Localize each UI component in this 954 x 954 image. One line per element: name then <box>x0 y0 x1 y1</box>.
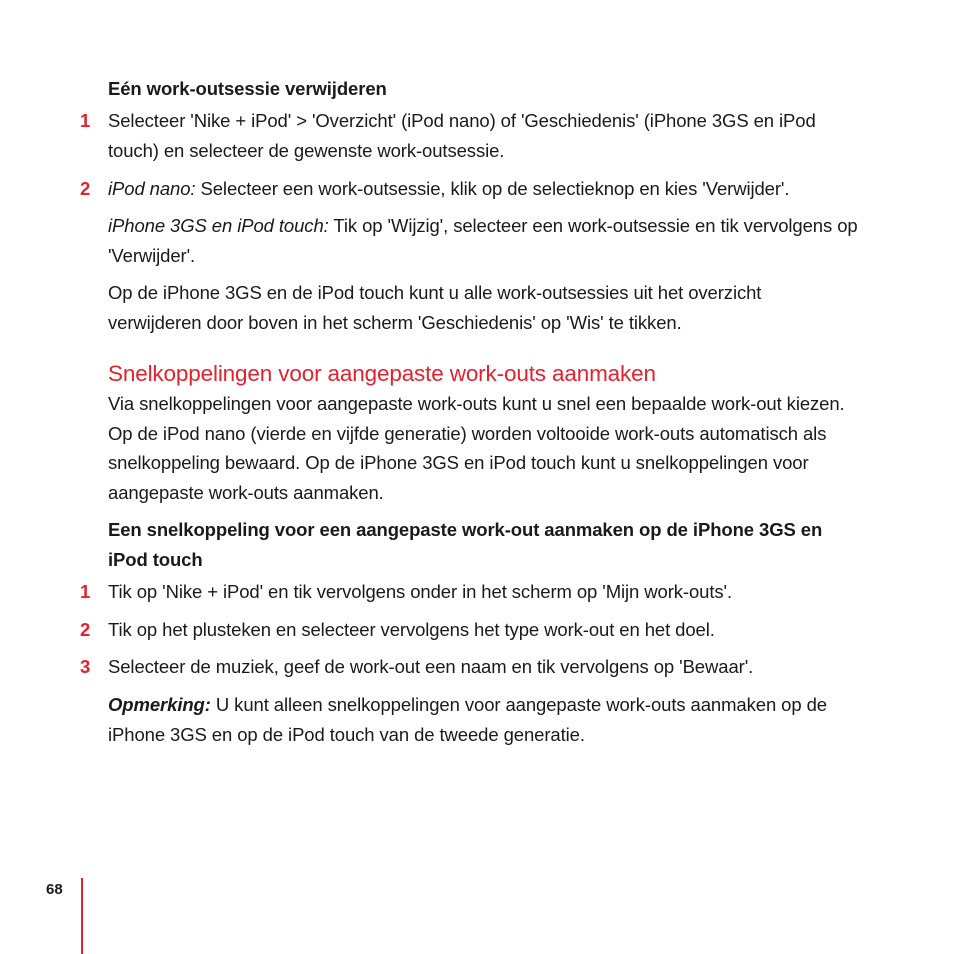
note-body: U kunt alleen snelkoppelingen voor aangepaste work-outs aanmaken op de iPhone 3GS en op de iPod touch van de tweede generatie. <box>108 694 827 745</box>
step-lead: iPod nano: <box>108 178 196 199</box>
section-title-delete-session: Eén work-outsessie verwijderen <box>108 78 387 99</box>
note <box>108 690 860 749</box>
page-number: 68 <box>46 881 63 898</box>
touch-instruction-lead: iPhone 3GS en iPod touch: <box>108 215 329 236</box>
step-text: Tik op 'Nike + iPod' en tik vervolgens onder in het scherm op 'Mijn work-outs'. <box>108 581 733 602</box>
section-heading: Snelkoppelingen voor aangepaste work-outs aanmaken <box>108 361 656 386</box>
touch-instruction-body: Tik op 'Wijzig', selecteer een work-outsessie en tik vervolgens op 'Verwijder'. <box>108 215 858 266</box>
step-text: Tik op het plusteken en selecteer vervolgens het type work-out en het doel. <box>108 619 715 640</box>
note-lead: Opmerking: <box>108 694 211 715</box>
page-margin-rule <box>81 878 83 954</box>
touch-instruction <box>108 211 872 270</box>
step-number: 1 <box>80 110 91 131</box>
step-text <box>108 174 878 204</box>
subsection-title: Een snelkoppeling voor een aangepaste work-out aanmaken op de iPhone 3GS en iPod touch <box>108 519 823 570</box>
step-body: Selecteer een work-outsessie, klik op de selectieknop en kies 'Verwijder'. <box>195 178 790 199</box>
step-text: Selecteer 'Nike + iPod' > 'Overzicht' (iPod nano) of 'Geschiedenis' (iPhone 3GS en iPod touch) en selecteer de gewenste work-outsessie. <box>108 110 816 161</box>
step-number: 2 <box>80 178 91 199</box>
step-number: 2 <box>80 619 91 640</box>
step-number: 3 <box>80 656 91 677</box>
step-text: Selecteer de muziek, geef de work-out een naam en tik vervolgens op 'Bewaar'. <box>108 656 754 677</box>
section-intro: Via snelkoppelingen voor aangepaste work-outs kunt u snel een bepaalde work-out kiezen. Op de iPod nano (vierde en vijfde generatie) worden voltooide work-outs automatisch als snelkoppeling bewaard. Op de iPhone 3GS en iPod touch kunt u snelkoppelingen voor aangepaste work-outs aanmaken. <box>108 393 845 503</box>
paragraph: Op de iPhone 3GS en de iPod touch kunt u alle work-outsessies uit het overzicht verwijderen door boven in het scherm 'Geschiedenis' op 'Wis' te tikken. <box>108 282 762 333</box>
step-number: 1 <box>80 581 91 602</box>
